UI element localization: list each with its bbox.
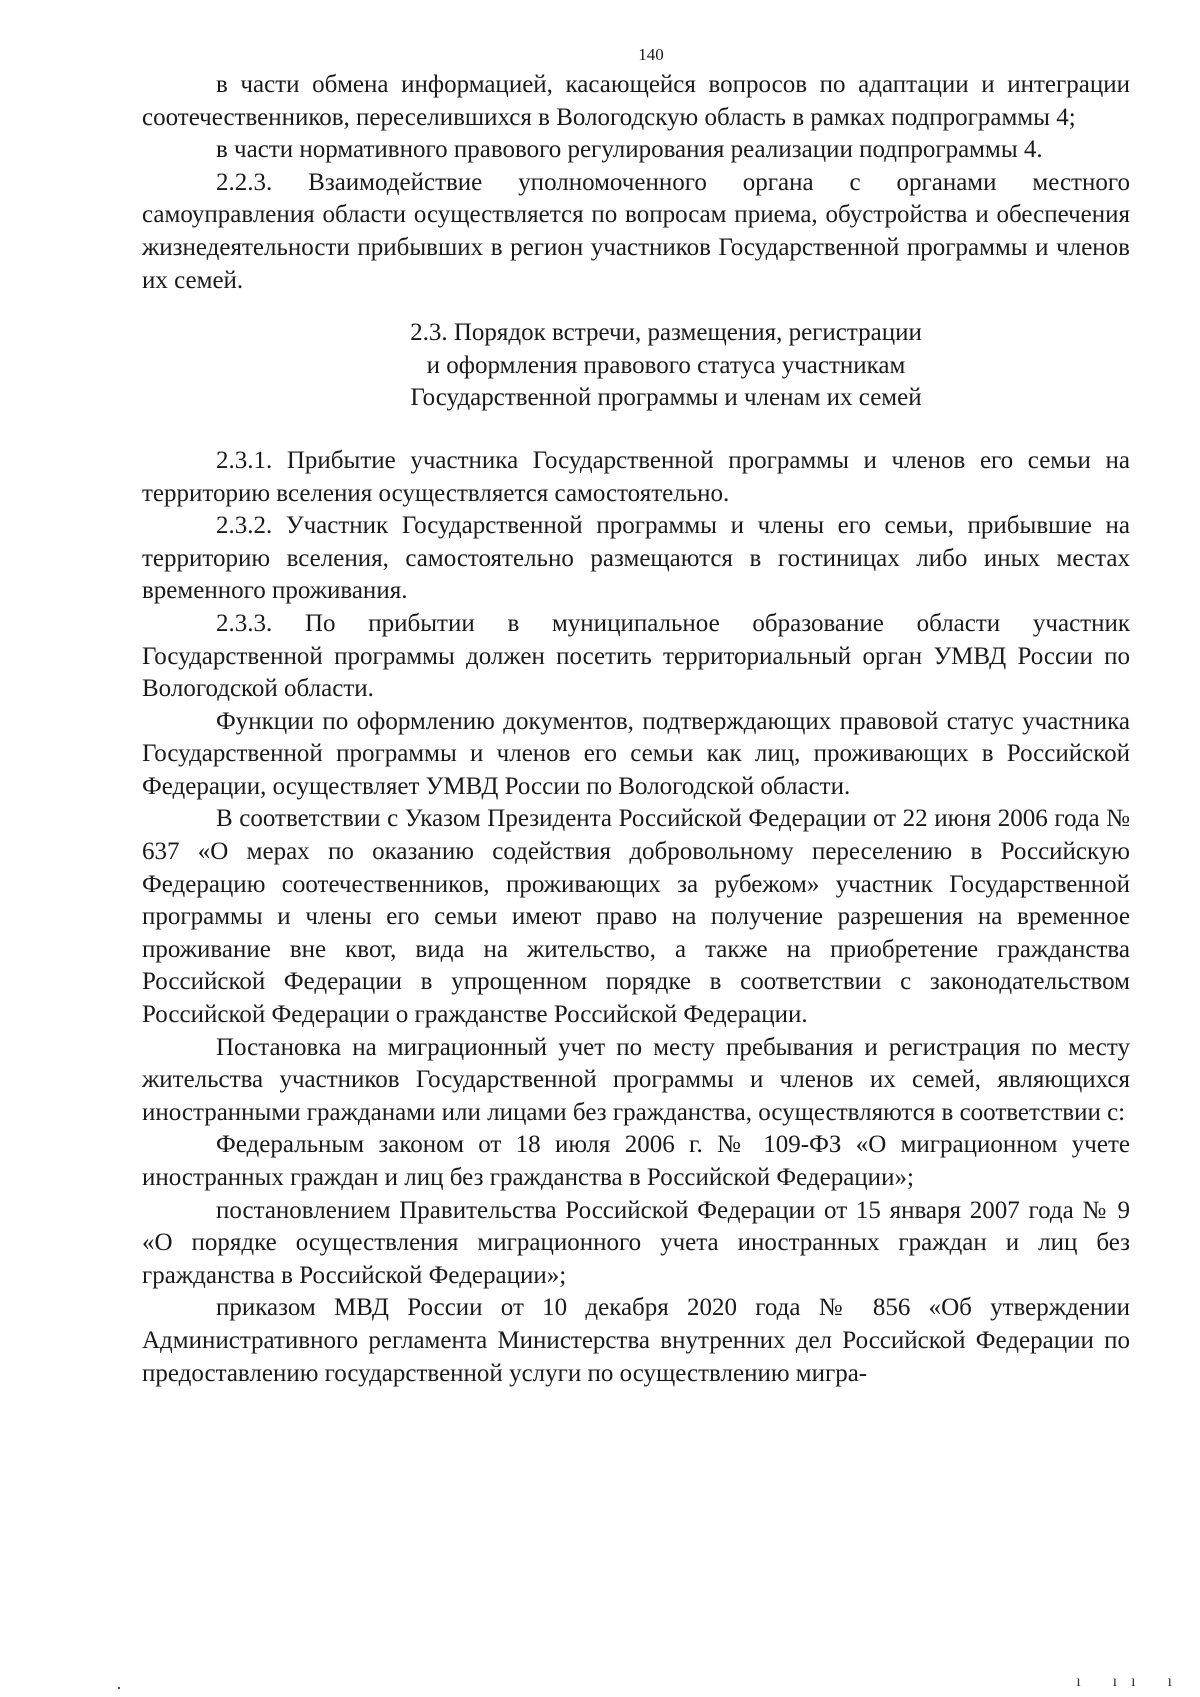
footer-scan-marks: ı ıı ı — [1076, 1673, 1186, 1690]
paragraph-document-functions: Функции по оформлению документов, подтверждающих правовой статус участника Государственной программы и членов его семьи как лиц, проживающих в Российской Федерации, осуществляет УМВД России по Вологодской области. — [142, 707, 1130, 800]
document-page — [142, 44, 1130, 1390]
paragraph-info-exchange: в части обмена информацией, касающейся вопросов по адаптации и интеграции соотечественников, переселившихся в Вологодскую область в рамках подпрограммы 4; — [142, 71, 1130, 131]
paragraph-2-3-3: 2.3.3. По прибытии в муниципальное образование области участник Государственной программы должен посетить территориальный орган УМВД России по Вологодской области. — [142, 609, 1130, 703]
paragraph-federal-law: Федеральным законом от 18 июля 2006 г. № 109-ФЗ «О миграционном учете иностранных граждан и лиц без гражданства в Российской Федерации»; — [142, 1131, 1130, 1191]
heading-line-1: 2.3. Порядок встречи, размещения, регистрации — [410, 319, 922, 347]
paragraph-presidential-decree: В соответствии с Указом Президента Российской Федерации от 22 июня 2006 года № 637 «О мерах по оказанию содействия добровольному переселению в Российскую Федерацию соотечественников, проживающих за рубежом» участник Государственной программы и члены его семьи имеют право на получение разрешения на временное проживание вне квот, вида на жительство, а также на приобретение гражданства Российской Федерации в упрощенном порядке в соответствии с законодательством Российской Федерации о гражданстве Российской Федерации. — [142, 805, 1130, 1029]
page-number: 140 — [638, 45, 664, 64]
paragraph-government-resolution: постановлением Правительства Российской Федерации от 15 января 2007 года № 9 «О порядке осуществления миграционного учета иностранных граждан и лиц без гражданства в Российской Федерации»; — [142, 1196, 1130, 1289]
paragraph-2-3-1: 2.3.1. Прибытие участника Государственной программы и членов его семьи на территорию вселения осуществляется самостоятельно. — [142, 446, 1130, 507]
section-heading-2-3 — [142, 317, 1130, 415]
scan-speck — [118, 1687, 120, 1689]
heading-line-2: и оформления правового статуса участникам — [426, 351, 906, 379]
heading-line-3: Государственной программы и членам их семей — [410, 384, 922, 412]
paragraph-mvd-order: приказом МВД России от 10 декабря 2020 года № 856 «Об утверждении Административного регламента Министерства внутренних дел Российской Федерации по предоставлению государственной услуги по осуществлению мигра- — [142, 1294, 1130, 1387]
paragraph-migration-registration: Постановка на миграционный учет по месту пребывания и регистрация по месту жительства участников Государственной программы и членов их семей, являющихся иностранными гражданами или лицами без гражданства, осуществляются в соответствии с: — [142, 1033, 1130, 1126]
paragraph-normative-regulation: в части нормативного правового регулирования реализации подпрограммы 4. — [216, 136, 1043, 164]
paragraph-2-2-3: 2.2.3. Взаимодействие уполномоченного органа с органами местного самоуправления области осуществляется по вопросам приема, обустройства и обеспечения жизнедеятельности прибывших в регион участников Государственной программы и членов их семей. — [142, 168, 1130, 294]
paragraph-2-3-2: 2.3.2. Участник Государственной программы и члены его семьи, прибывшие на территорию вселения, самостоятельно размещаются в гостиницах либо иных местах временного проживания. — [142, 512, 1130, 605]
